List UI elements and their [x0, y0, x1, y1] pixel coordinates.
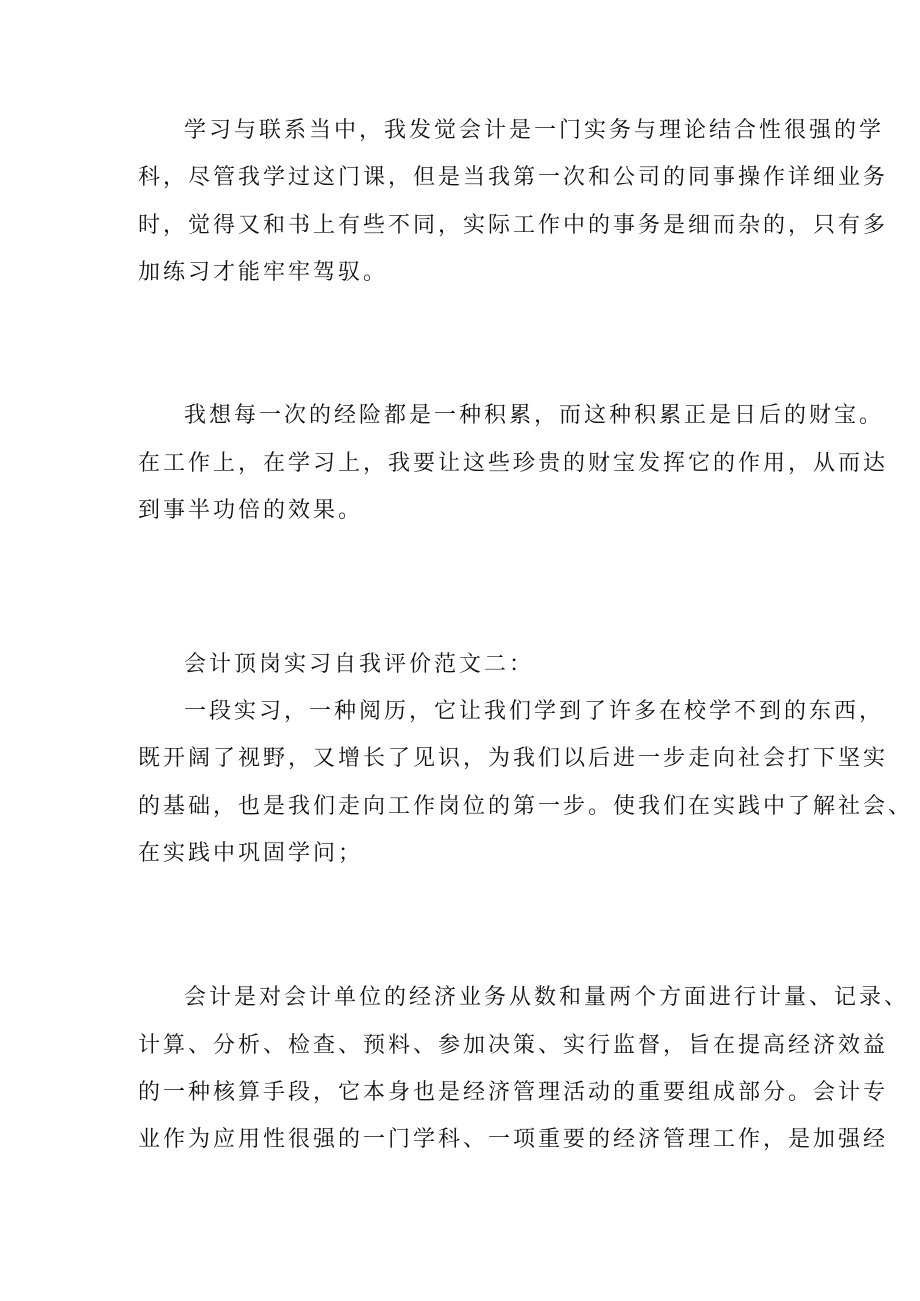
- paragraph-1-line-2: 科，尽管我学过这门课，但是当我第一次和公司的同事操作详细业务: [138, 165, 889, 190]
- paragraph-2-line-3: 到事半功倍的效果。: [138, 498, 364, 523]
- paragraph-4-line-1: 一段实习，一种阅历，它让我们学到了许多在校学不到的东西，: [184, 699, 885, 724]
- paragraph-5-line-4: 业作为应用性很强的一门学科、一项重要的经济管理工作，是加强经: [138, 1127, 889, 1152]
- paragraph-4-line-3: 的基础，也是我们走向工作岗位的第一步。使我们在实践中了解社会、: [138, 794, 914, 819]
- paragraph-5-line-1: 会计是对会计单位的经济业务从数和量两个方面进行计量、记录、: [184, 985, 910, 1010]
- paragraph-2-line-1: 我想每一次的经险都是一种积累，而这种积累正是日后的财宝。: [184, 403, 885, 428]
- paragraph-5-line-3: 的一种核算手段，它本身也是经济管理活动的重要组成部分。会计专: [138, 1080, 889, 1105]
- paragraph-5-line-2: 计算、分析、检查、预料、参加决策、实行监督，旨在提高经济效益: [138, 1033, 889, 1058]
- paragraph-1-line-3: 时，觉得又和书上有些不同，实际工作中的事务是细而杂的，只有多: [138, 213, 889, 238]
- paragraph-2-line-2: 在工作上，在学习上，我要让这些珍贵的财宝发挥它的作用，从而达: [138, 451, 889, 476]
- paragraph-1-line-4: 加练习才能牢牢驾驭。: [138, 260, 389, 285]
- section-title: 会计顶岗实习自我评价范文二：: [184, 652, 535, 677]
- paragraph-1-line-1: 学习与联系当中，我发觉会计是一门实务与理论结合性很强的学: [184, 118, 885, 143]
- paragraph-4-line-2: 既开阔了视野，又增长了见识，为我们以后进一步走向社会打下坚实: [138, 746, 889, 771]
- paragraph-4-line-4: 在实践中巩固学问；: [138, 841, 364, 866]
